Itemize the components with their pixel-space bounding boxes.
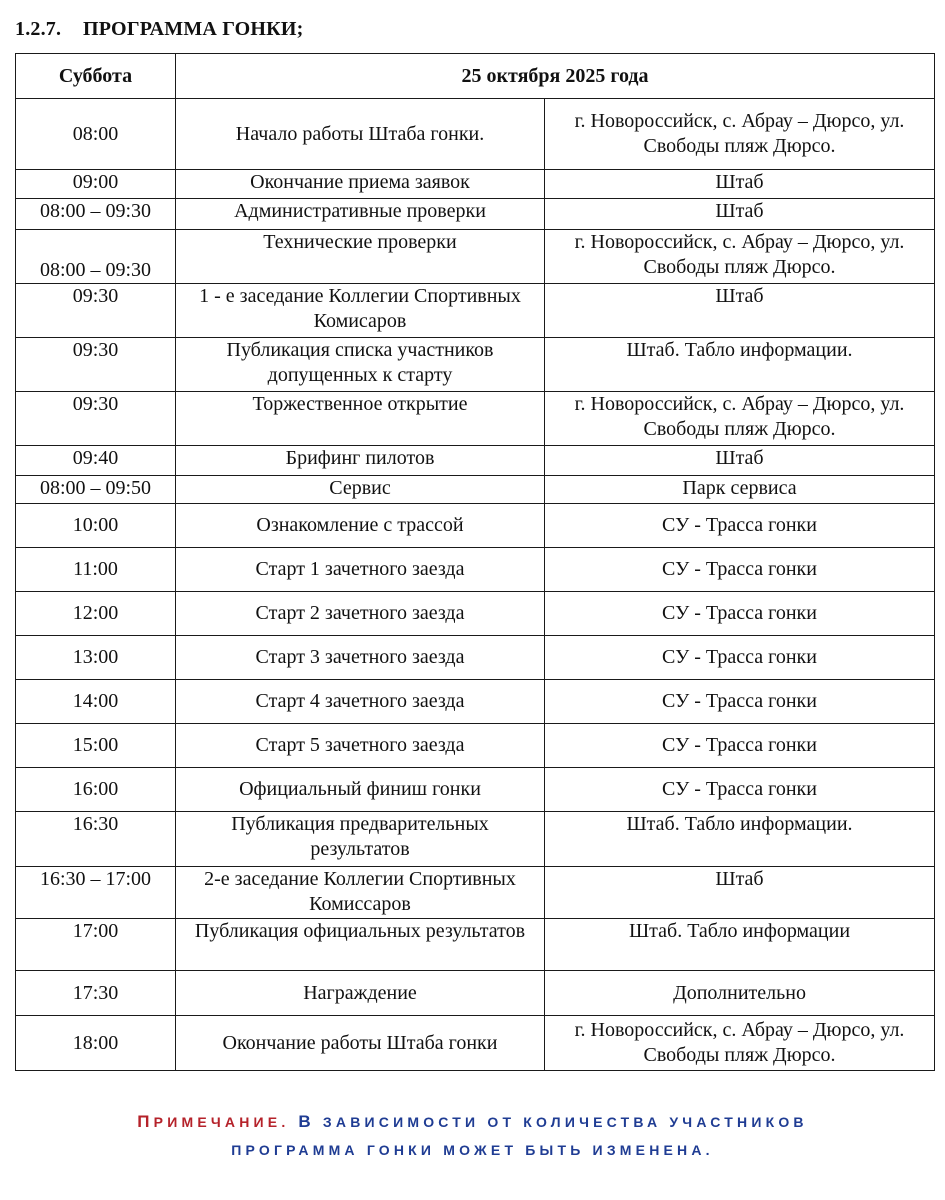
- time-cell: 09:30: [16, 392, 176, 446]
- time-cell: 09:00: [16, 170, 176, 199]
- table-row: [16, 680, 935, 724]
- place-cell: СУ - Трасса гонки: [545, 504, 935, 548]
- table-row: [16, 919, 935, 971]
- table-row: [16, 199, 935, 230]
- time-cell: 11:00: [16, 548, 176, 592]
- place-cell: СУ - Трасса гонки: [545, 636, 935, 680]
- event-cell: Старт 4 зачетного заезда: [176, 680, 545, 724]
- place-cell: г. Новороссийск, с. Абрау – Дюрсо, ул. Свободы пляж Дюрсо.: [545, 99, 935, 170]
- table-row: [16, 170, 935, 199]
- event-cell: Начало работы Штаба гонки.: [176, 99, 545, 170]
- place-cell: СУ - Трасса гонки: [545, 768, 935, 812]
- time-cell: 13:00: [16, 636, 176, 680]
- event-cell: Брифинг пилотов: [176, 446, 545, 476]
- event-cell: Торжественное открытие: [176, 392, 545, 446]
- place-cell: СУ - Трасса гонки: [545, 592, 935, 636]
- place-cell: г. Новороссийск, с. Абрау – Дюрсо, ул. Свободы пляж Дюрсо.: [545, 230, 935, 284]
- event-cell: Окончание приема заявок: [176, 170, 545, 199]
- note-label-rest: РИМЕЧАНИЕ.: [153, 1114, 290, 1130]
- note-line-1: [0, 1112, 945, 1132]
- event-cell: Окончание работы Штаба гонки: [176, 1016, 545, 1071]
- time-cell: 17:30: [16, 971, 176, 1016]
- race-schedule-table: [15, 53, 935, 1071]
- header-date: 25 октября 2025 года: [176, 54, 935, 99]
- note-text-rest: ЗАВИСИМОСТИ ОТ КОЛИЧЕСТВА УЧАСТНИКОВ: [314, 1114, 808, 1130]
- event-cell: Официальный финиш гонки: [176, 768, 545, 812]
- table-row: [16, 99, 935, 170]
- event-cell: Старт 1 зачетного заезда: [176, 548, 545, 592]
- place-cell: Парк сервиса: [545, 476, 935, 504]
- note-text-initial: В: [298, 1112, 315, 1131]
- table-row: [16, 636, 935, 680]
- note-text-line2: ПРОГРАММА ГОНКИ МОЖЕТ БЫТЬ ИЗМЕНЕНА.: [231, 1142, 714, 1158]
- time-cell: 10:00: [16, 504, 176, 548]
- time-cell: 08:00: [16, 99, 176, 170]
- table-row: [16, 592, 935, 636]
- note-label: [137, 1112, 289, 1131]
- time-cell: 09:40: [16, 446, 176, 476]
- place-cell: Штаб: [545, 284, 935, 338]
- time-cell: 17:00: [16, 919, 176, 971]
- event-cell: Публикация официальных результатов: [176, 919, 545, 971]
- table-row: [16, 971, 935, 1016]
- time-cell: 14:00: [16, 680, 176, 724]
- table-row: [16, 392, 935, 446]
- table-row: [16, 476, 935, 504]
- place-cell: Штаб. Табло информации.: [545, 338, 935, 392]
- table-row: [16, 230, 935, 284]
- table-row: [16, 768, 935, 812]
- place-cell: Дополнительно: [545, 971, 935, 1016]
- event-cell: Старт 2 зачетного заезда: [176, 592, 545, 636]
- table-row: [16, 548, 935, 592]
- place-cell: Штаб. Табло информации: [545, 919, 935, 971]
- time-cell: 16:30: [16, 812, 176, 867]
- place-cell: Штаб. Табло информации.: [545, 812, 935, 867]
- place-cell: СУ - Трасса гонки: [545, 680, 935, 724]
- table-header-row: [16, 54, 935, 99]
- time-cell: 12:00: [16, 592, 176, 636]
- place-cell: Штаб: [545, 199, 935, 230]
- event-cell: 2-е заседание Коллегии Спортивных Комиссаров: [176, 867, 545, 919]
- header-day: Суббота: [16, 54, 176, 99]
- note-label-initial: П: [137, 1112, 154, 1131]
- event-cell: Ознакомление с трассой: [176, 504, 545, 548]
- event-cell: Административные проверки: [176, 199, 545, 230]
- event-cell: 1 - е заседание Коллегии Спортивных Комисаров: [176, 284, 545, 338]
- table-row: [16, 812, 935, 867]
- event-cell: Технические проверки: [176, 230, 545, 284]
- note-line-2: [0, 1140, 945, 1160]
- event-cell: Награждение: [176, 971, 545, 1016]
- time-cell: 18:00: [16, 1016, 176, 1071]
- place-cell: г. Новороссийск, с. Абрау – Дюрсо, ул. Свободы пляж Дюрсо.: [545, 392, 935, 446]
- place-cell: Штаб: [545, 867, 935, 919]
- table-row: [16, 284, 935, 338]
- place-cell: Штаб: [545, 170, 935, 199]
- event-cell: Публикация предварительных результатов: [176, 812, 545, 867]
- section-heading: [15, 18, 304, 41]
- place-cell: СУ - Трасса гонки: [545, 724, 935, 768]
- table-row: [16, 724, 935, 768]
- time-cell: 16:30 – 17:00: [16, 867, 176, 919]
- event-cell: Старт 3 зачетного заезда: [176, 636, 545, 680]
- event-cell: Сервис: [176, 476, 545, 504]
- place-cell: Штаб: [545, 446, 935, 476]
- table-row: [16, 504, 935, 548]
- section-title: ПРОГРАММА ГОНКИ;: [83, 18, 304, 40]
- time-cell: 08:00 – 09:30: [16, 199, 176, 230]
- place-cell: СУ - Трасса гонки: [545, 548, 935, 592]
- section-number: 1.2.7.: [15, 18, 62, 40]
- event-cell: Публикация списка участников допущенных к старту: [176, 338, 545, 392]
- table-row: [16, 338, 935, 392]
- table-row: [16, 867, 935, 919]
- time-cell: 08:00 – 09:50: [16, 476, 176, 504]
- time-cell: 09:30: [16, 338, 176, 392]
- event-cell: Старт 5 зачетного заезда: [176, 724, 545, 768]
- table-row: [16, 1016, 935, 1071]
- place-cell: г. Новороссийск, с. Абрау – Дюрсо, ул. Свободы пляж Дюрсо.: [545, 1016, 935, 1071]
- time-cell: 08:00 – 09:30: [16, 230, 176, 284]
- time-cell: 09:30: [16, 284, 176, 338]
- time-cell: 15:00: [16, 724, 176, 768]
- time-cell: 16:00: [16, 768, 176, 812]
- table-row: [16, 446, 935, 476]
